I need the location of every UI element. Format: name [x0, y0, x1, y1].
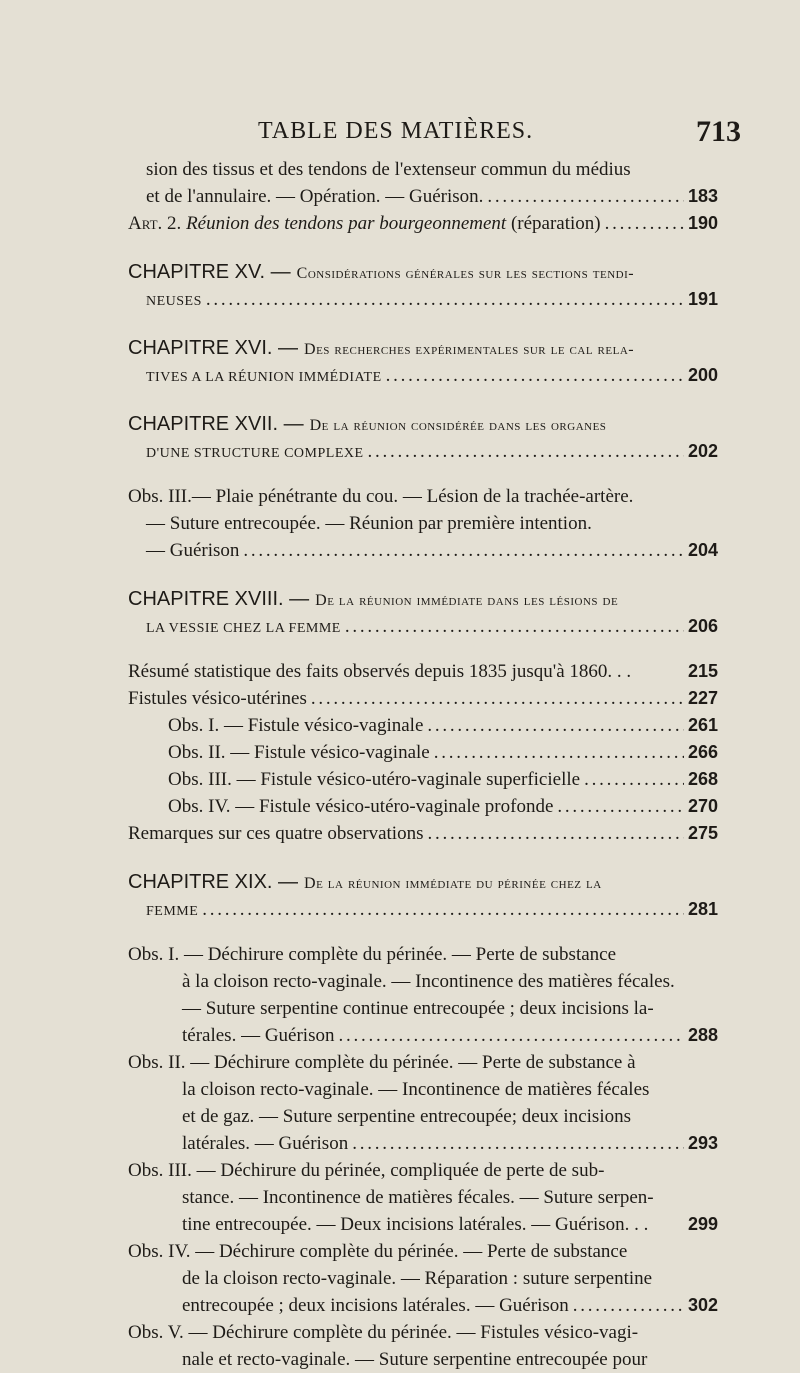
article-label: Art. 2.	[128, 213, 182, 234]
toc-entry	[128, 793, 718, 820]
dot-leader	[338, 1022, 683, 1049]
table-of-contents	[128, 156, 718, 1373]
toc-page-ref: 215	[687, 661, 718, 681]
chapter-title: De la réunion considérée dans les organes	[309, 417, 607, 434]
toc-text-line: Obs. I. — Déchirure complète du périnée. — Perte de substance	[128, 944, 617, 965]
toc-page-ref: 288	[687, 1025, 718, 1045]
dot-leader	[368, 438, 684, 465]
toc-entry	[128, 766, 718, 793]
toc-text-line: Obs. III.— Plaie pénétrante du cou. — Lésion de la trachée-artère.	[128, 486, 634, 507]
toc-entry-text: — Guérison	[146, 540, 240, 561]
toc-page-ref: 268	[687, 769, 718, 789]
toc-page-ref: 202	[687, 441, 718, 461]
toc-entry	[128, 537, 718, 564]
article-title-tail: (réparation)	[510, 213, 601, 234]
dot-leader	[202, 896, 684, 923]
chapter-title: Considérations générales sur les sections tendi-	[296, 265, 635, 282]
dot-leader	[434, 739, 684, 766]
dot-leader	[311, 685, 684, 712]
toc-entry	[128, 1292, 718, 1319]
dot-leader	[557, 793, 684, 820]
toc-page-ref: 261	[687, 715, 718, 735]
toc-text-line: de la cloison recto-vaginale. — Réparation : suture serpentine	[182, 1268, 653, 1289]
toc-page-ref: 275	[687, 823, 718, 843]
toc-entry	[128, 685, 718, 712]
toc-entry	[128, 1211, 718, 1238]
toc-entry	[128, 896, 718, 923]
dot-leader	[352, 1130, 684, 1157]
toc-text-line: à la cloison recto-vaginale. — Incontinence des matières fécales.	[182, 971, 675, 992]
chapter-heading	[128, 869, 718, 896]
toc-page-ref: 293	[687, 1133, 718, 1153]
page-number: 713	[696, 115, 741, 148]
toc-entry-text: entrecoupée ; deux incisions latérales. — Guérison	[182, 1295, 569, 1316]
chapter-label: CHAPITRE XVII. —	[128, 413, 304, 435]
dot-leader	[386, 362, 684, 389]
toc-entry	[128, 362, 718, 389]
chapter-heading	[128, 411, 718, 438]
chapter-title-cont: FEMME	[146, 904, 199, 919]
toc-text-line: Obs. II. — Déchirure complète du périnée. — Perte de substance à	[128, 1052, 636, 1073]
toc-page-ref: 299	[687, 1214, 718, 1234]
dot-leader	[584, 766, 684, 793]
toc-entry-text: Fistules vésico-utérines	[128, 688, 307, 709]
toc-entry	[128, 210, 718, 237]
toc-entry-text: tine entrecoupée. — Deux incisions latérales. — Guérison. . .	[182, 1214, 649, 1235]
toc-page-ref: 266	[687, 742, 718, 762]
article-title: Réunion des tendons par bourgeonnement	[186, 213, 507, 234]
dot-leader	[206, 286, 684, 313]
chapter-heading	[128, 586, 718, 613]
toc-page-ref: 204	[687, 540, 718, 560]
toc-page-ref: 191	[687, 289, 718, 309]
chapter-label: CHAPITRE XV. —	[128, 261, 291, 283]
toc-text-line: — Suture serpentine continue entrecoupée ; deux incisions la-	[182, 998, 654, 1019]
toc-entry-text: Résumé statistique des faits observés depuis 1835 jusqu'à 1860. . .	[128, 661, 632, 682]
toc-entry	[128, 438, 718, 465]
chapter-title-cont: LA VESSIE CHEZ LA FEMME	[146, 621, 341, 636]
toc-entry-text: térales. — Guérison	[182, 1025, 335, 1046]
toc-text-line: la cloison recto-vaginale. — Incontinence de matières fécales	[182, 1079, 650, 1100]
chapter-title-cont: D'UNE STRUCTURE COMPLEXE	[146, 446, 364, 461]
toc-page-ref: 200	[687, 365, 718, 385]
toc-entry	[128, 658, 718, 685]
chapter-title: Des recherches expérimentales sur le cal rela-	[304, 341, 635, 358]
chapter-heading	[128, 259, 718, 286]
toc-text-line: nale et recto-vaginale. — Suture serpentine entrecoupée pour	[182, 1349, 648, 1370]
toc-entry-text: Obs. III. — Fistule vésico-utéro-vaginale superficielle	[168, 769, 581, 790]
toc-text-line: stance. — Incontinence de matières fécales. — Suture serpen-	[182, 1187, 654, 1208]
toc-page-ref: 281	[687, 899, 718, 919]
toc-page-ref: 183	[687, 186, 718, 206]
running-title: TABLE DES MATIÈRES.	[258, 118, 534, 144]
page-header	[0, 115, 800, 152]
dot-leader	[487, 183, 684, 210]
dot-leader	[427, 712, 684, 739]
toc-entry-text: latérales. — Guérison	[182, 1133, 349, 1154]
toc-text-line: Obs. III. — Déchirure du périnée, compliquée de perte de sub-	[128, 1160, 605, 1181]
chapter-label: CHAPITRE XVIII. —	[128, 588, 310, 610]
dot-leader	[243, 537, 684, 564]
chapter-title-cont: TIVES A LA RÉUNION IMMÉDIATE	[146, 370, 382, 385]
toc-entry-text: Obs. I. — Fistule vésico-vaginale	[168, 715, 424, 736]
chapter-label: CHAPITRE XIX. —	[128, 871, 299, 893]
toc-page-ref: 302	[687, 1295, 718, 1315]
chapter-title-cont: NEUSES	[146, 294, 202, 309]
toc-text-line: Obs. IV. — Déchirure complète du périnée. — Perte de substance	[128, 1241, 628, 1262]
toc-entry	[128, 613, 718, 640]
toc-page-ref: 270	[687, 796, 718, 816]
toc-entry	[128, 820, 718, 847]
toc-entry	[128, 183, 718, 210]
dot-leader	[345, 613, 684, 640]
toc-entry-text: et de l'annulaire. — Opération. — Guérison.	[146, 186, 484, 207]
toc-entry-text: Remarques sur ces quatre observations	[128, 823, 424, 844]
toc-entry-text: Obs. IV. — Fistule vésico-utéro-vaginale profonde	[168, 796, 554, 817]
toc-text-line: Obs. V. — Déchirure complète du périnée. — Fistules vésico-vagi-	[128, 1322, 639, 1343]
chapter-title: De la réunion immédiate du périnée chez la	[304, 875, 602, 892]
toc-text-line: et de gaz. — Suture serpentine entrecoupée; deux incisions	[182, 1106, 631, 1127]
chapter-label: CHAPITRE XVI. —	[128, 337, 299, 359]
dot-leader	[573, 1292, 684, 1319]
toc-entry-text: Obs. II. — Fistule vésico-vaginale	[168, 742, 430, 763]
dot-leader	[605, 210, 684, 237]
chapter-title: De la réunion immédiate dans les lésions de	[315, 592, 619, 609]
toc-entry	[128, 1130, 718, 1157]
toc-entry	[128, 1022, 718, 1049]
toc-text-line: — Suture entrecoupée. — Réunion par première intention.	[146, 513, 592, 534]
toc-page-ref: 227	[687, 688, 718, 708]
toc-entry	[128, 286, 718, 313]
chapter-heading	[128, 335, 718, 362]
dot-leader	[427, 820, 683, 847]
toc-page-ref: 206	[687, 616, 718, 636]
toc-entry	[128, 712, 718, 739]
toc-text-line: sion des tissus et des tendons de l'extenseur commun du médius	[146, 159, 631, 180]
toc-entry	[128, 739, 718, 766]
toc-page-ref: 190	[687, 213, 718, 233]
